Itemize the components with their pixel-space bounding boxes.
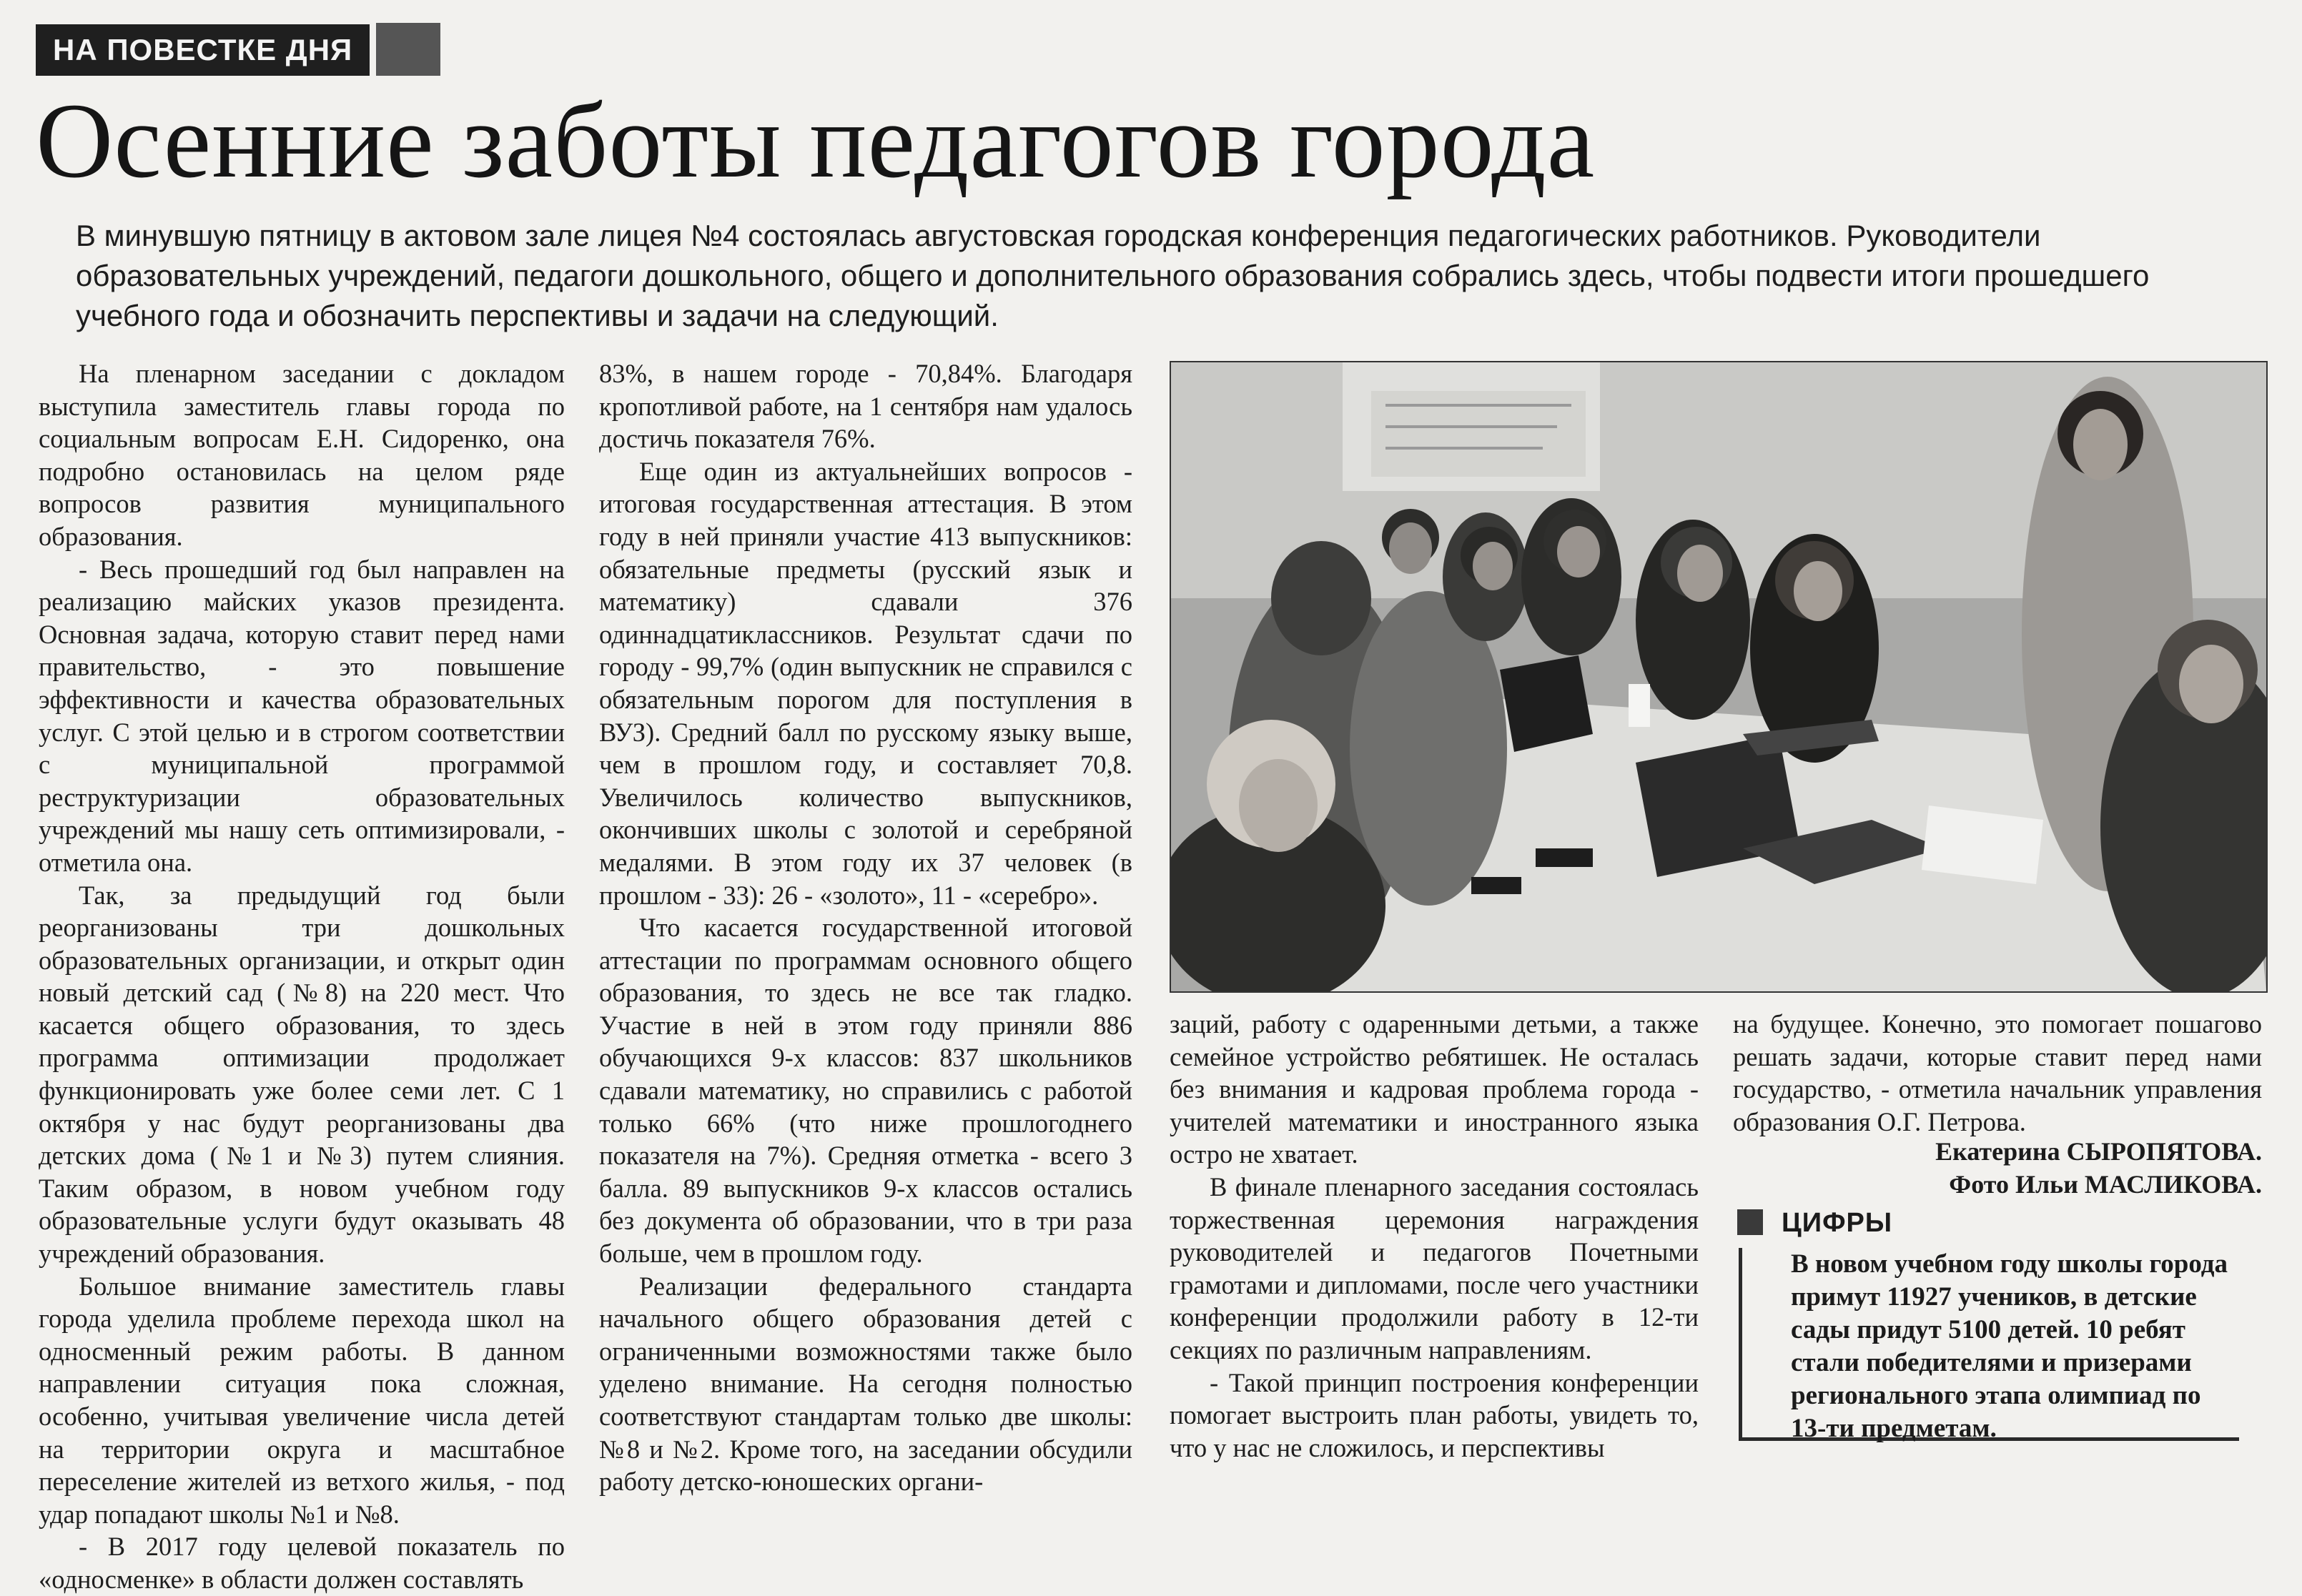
paragraph: В финале пленарного заседания состоялась торжественная церемония награждения руководителей и педагогов Почетными грамотами и дипломами, после чего участники конференции продолжили работу в 12-ти секциях по различным направлениям. (1170, 1171, 1699, 1364)
article-column-3 (1170, 1008, 1699, 1464)
byline (1733, 1135, 2262, 1201)
article-lead: В минувшую пятницу в актовом зале лицея №4 состоялась августовская городская конференция педагогических работников. Руководители образовательных учреждений, педагоги дошкольного, общего и дополнительного образования собрались здесь, чтобы подвести итоги прошедшего учебного года и обозначить перспективы и задачи на следующий. (76, 219, 2150, 332)
author-credit: Екатерина СЫРОПЯТОВА. (1935, 1137, 2262, 1166)
factbox-marker-icon (1737, 1209, 1763, 1235)
paragraph: - Весь прошедший год был направлен на реализацию майских указов президента. Основная задача, которую ставит перед нами правительство, - это повышение эффективности и качества образовательных услуг. С этой целью и в строгом соответствии с муниципальной программой реструктуризации образовательных учреждений мы нашу сеть оптимизировали, - отметила она. (39, 554, 565, 877)
paragraph: На пленарном заседании с докладом выступила заместитель главы города по социальным вопросам Е.Н. Сидоренко, она подробно остановилась на целом ряде вопросов развития муниципального образования. (39, 359, 565, 551)
article-column-4 (1733, 1008, 2262, 1138)
paragraph: Что касается государственной итоговой аттестации по программам основного общего образования, то здесь не все так гладко. Участие в ней в этом году приняли 886 обучающихся 9-х классов: 837 школьников сдавали математику, но справились с работой только 66% (что ниже прошлогоднего показателя на 7%). Средняя отметка - всего 3 балла. 89 выпускников 9-х классов остались без документа об образовании, что в три раза больше, чем в прошлом году. (599, 913, 1132, 1269)
rubric-decor-square (376, 23, 440, 76)
paragraph: 83%, в нашем городе - 70,84%. Благодаря кропотливой работе, на 1 сентября нам удалось достичь показателя 76%. (599, 359, 1132, 454)
conference-photo (1170, 361, 2268, 993)
factbox-text: В новом учебном году школы города примут 11927 учеников, в детские сады придут 5100 детей. 10 ребят стали победителями и призерами регионального этапа олимпиад по 13-ти предметам. (1791, 1249, 2228, 1443)
paragraph: заций, работу с одаренными детьми, а также семейное устройство ребятишек. Не осталась без внимания и кадровая проблема города - учителей математики и иностранного языка остро не хватает. (1170, 1009, 1699, 1169)
article-column-2 (599, 357, 1132, 1498)
article-headline: Осенние заботы педагогов города (36, 81, 1596, 200)
photo-credit: Фото Ильи МАСЛИКОВА. (1949, 1170, 2262, 1199)
paragraph: на будущее. Конечно, это помогает пошагово решать задачи, которые ставит перед нами государство, - отметила начальник управления образования О.Г. Петрова. (1733, 1009, 2262, 1136)
paragraph: Еще один из актуальнейших вопросов - итоговая государственная аттестация. В этом году в ней приняли участие 413 выпускников: обязательные предметы (русский язык и математику) сдавали 376 одиннадцатиклассников. Результат сдачи по городу - 99,7% (один выпускник не справился с обязательным порогом для поступления в ВУЗ). Средний балл по русскому языку выше, чем в прошлом году, и составляет 70,8. Увеличилось количество выпускников, окончивших школы с золотой и серебряной медалями. В этом году их 37 человек (в прошлом - 33): 26 - «золото», 11 - «серебро». (599, 456, 1132, 910)
article-column-1 (39, 357, 565, 1596)
paragraph: - В 2017 году целевой показатель по «односменке» в области должен составлять (39, 1532, 565, 1594)
paragraph: Большое внимание заместитель главы города уделила проблеме перехода школ на односменный режим работы. В данном направлении ситуация пока сложная, особенно, учитывая увеличение числа детей на территории округа и масштабное переселение жителей из ветхого жилья, - под удар попадают школы №1 и №8. (39, 1271, 565, 1529)
factbox (1739, 1248, 2239, 1441)
paragraph: Реализации федерального стандарта начального общего образования детей с ограниченными возможностями также было уделено внимание. На сегодня полностью соответствуют стандартам только две школы: №8 и №2. Кроме того, на заседании обсудили работу детско-юношеских органи- (599, 1271, 1132, 1497)
paragraph: Так, за предыдущий год были реорганизованы три дошкольных образовательных организации, и открыт один новый детский сад (№8) на 220 мест. Что касается общего образования, то здесь программа оптимизации продолжает функционировать уже более семи лет. С 1 октября у нас будут реорганизованы два детских дома (№1 и №3) путем слияния. Таким образом, в новом учебном году образовательные услуги будут оказывать 48 учреждений образования. (39, 880, 565, 1269)
section-rubric: НА ПОВЕСТКЕ ДНЯ (36, 24, 370, 76)
paragraph: - Такой принцип построения конференции помогает выстроить план работы, увидеть то, что у нас не сложилось, и перспективы (1170, 1367, 1699, 1462)
factbox-title: ЦИФРЫ (1782, 1208, 1893, 1238)
